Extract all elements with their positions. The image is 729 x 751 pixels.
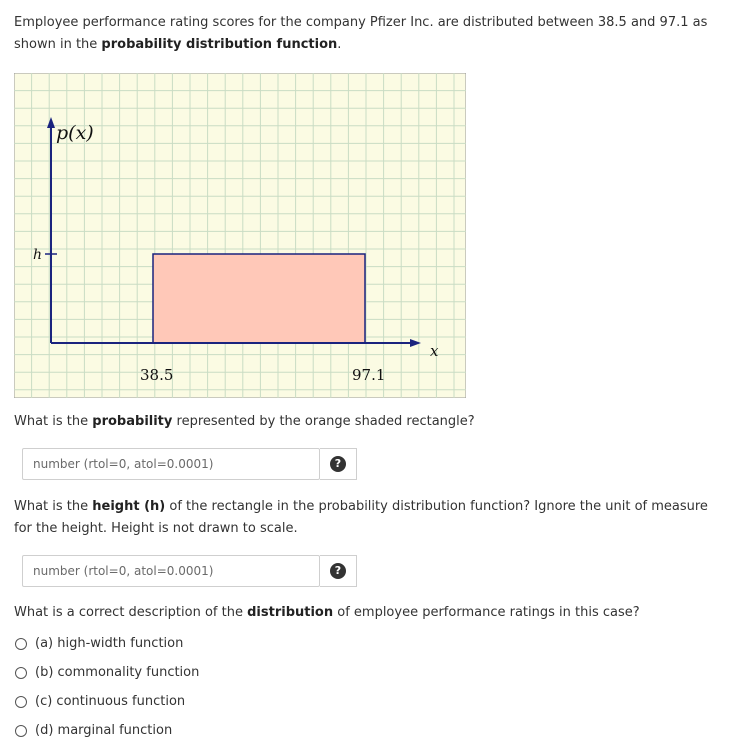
option-a[interactable] — [14, 629, 199, 658]
option-d[interactable] — [14, 716, 199, 745]
q2-bold: height (h) — [92, 499, 166, 514]
height-answer-row — [22, 555, 357, 589]
problem-intro — [14, 12, 714, 56]
option-label: (c) continuous function — [35, 694, 186, 709]
q3-text-end: of employee performance ratings in this case? — [333, 605, 640, 620]
option-b[interactable] — [14, 658, 199, 687]
question-probability — [14, 411, 714, 433]
q3-bold: distribution — [247, 605, 334, 620]
probability-rectangle — [153, 254, 365, 343]
probability-answer-row — [22, 448, 357, 482]
right-bound-label: 97.1 — [352, 366, 386, 384]
pdf-graph — [14, 73, 466, 398]
intro-text: Employee performance rating scores for the company Pfizer Inc. are distributed between 38.5 and 97.1 as shown in the — [14, 15, 708, 52]
option-label: (d) marginal function — [35, 723, 173, 738]
option-c[interactable] — [14, 687, 199, 716]
pdf-figure — [14, 73, 466, 398]
q2-text-end: of the rectangle in the probability distribution function? Ignore the unit of measure for the height. Height is not drawn to scale. — [14, 499, 708, 536]
x-axis-label: x — [430, 342, 439, 360]
option-label: (a) high-width function — [35, 636, 184, 651]
intro-bold: probability distribution function — [101, 37, 338, 52]
radio-button[interactable] — [15, 638, 27, 650]
q1-text-end: represented by the orange shaded rectangle? — [172, 414, 475, 429]
height-input[interactable] — [22, 555, 320, 587]
left-bound-label: 38.5 — [140, 366, 174, 384]
height-help-button[interactable] — [320, 555, 357, 587]
question-height — [14, 496, 714, 540]
question-distribution — [14, 602, 714, 624]
radio-button[interactable] — [15, 725, 27, 737]
y-axis-label: p(x) — [56, 122, 94, 144]
q2-text: What is the — [14, 499, 93, 514]
help-icon: ? — [330, 563, 346, 579]
h-label: h — [33, 247, 43, 263]
q1-bold: probability — [92, 414, 173, 429]
probability-input[interactable] — [22, 448, 320, 480]
radio-button[interactable] — [15, 667, 27, 679]
option-label: (b) commonality function — [35, 665, 200, 680]
q3-text: What is a correct description of the — [14, 605, 248, 620]
radio-button[interactable] — [15, 696, 27, 708]
q1-text: What is the — [14, 414, 93, 429]
intro-text-end: . — [337, 37, 342, 52]
probability-help-button[interactable] — [320, 448, 357, 480]
help-icon: ? — [330, 456, 346, 472]
distribution-options — [14, 629, 199, 745]
